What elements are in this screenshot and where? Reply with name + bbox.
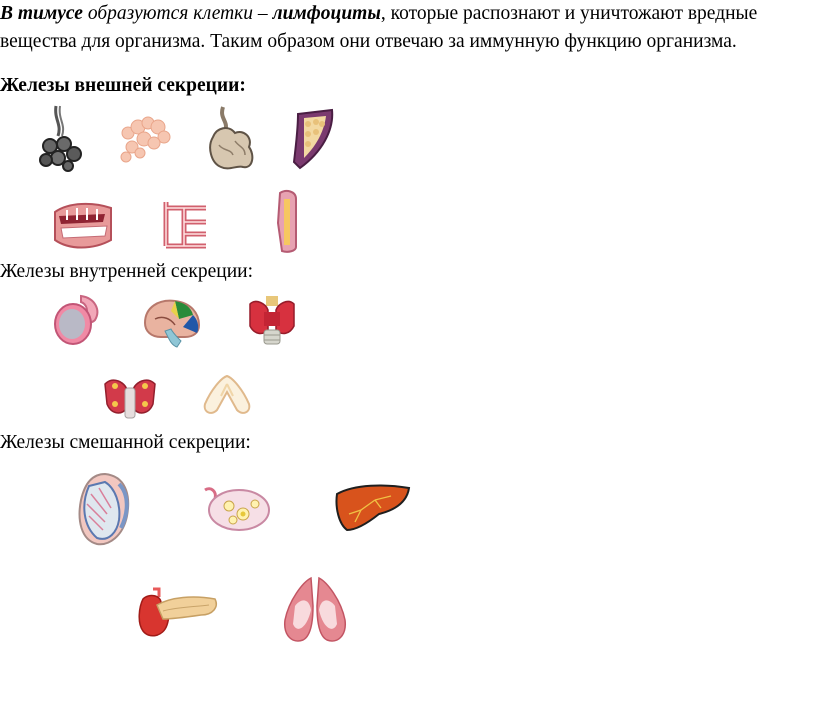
adrenal-gland-image (51, 294, 103, 346)
intro-italic: образуются клетки – (82, 3, 273, 24)
heading-endocrine: Железы внутренней секреции: (0, 261, 253, 282)
intro-bold-italic: В тимусе (0, 3, 83, 24)
brain-pituitary-image (141, 297, 201, 349)
stomach-glands-image (53, 200, 113, 250)
sweat-gland-image (34, 106, 86, 172)
pancreas-image (137, 585, 219, 641)
testis-image (75, 470, 135, 550)
thymus-gland-image (203, 374, 253, 420)
thyroid-gland-image (246, 296, 298, 348)
lacrimal-gland-image (118, 113, 174, 163)
tubular-gland-image (158, 198, 210, 250)
sebaceous-gland-image (292, 110, 336, 170)
heading-mixed: Железы смешанной секреции: (0, 432, 251, 453)
intro-paragraph (0, 0, 812, 56)
intro-text: , которые распознают и уничтожают вредные вещества для организма. Таким образом они отвечаю за иммунную функцию организма. (0, 3, 758, 52)
salivary-gland-image (205, 107, 255, 171)
intro-term: лимфоциты (272, 3, 381, 24)
liver-image (335, 484, 411, 534)
ovary-image (203, 484, 271, 534)
simple-gland-image (274, 189, 302, 253)
thymus-lobes-image (281, 576, 349, 646)
parathyroid-gland-image (103, 374, 157, 420)
heading-exocrine: Железы внешней секреции: (0, 75, 246, 96)
